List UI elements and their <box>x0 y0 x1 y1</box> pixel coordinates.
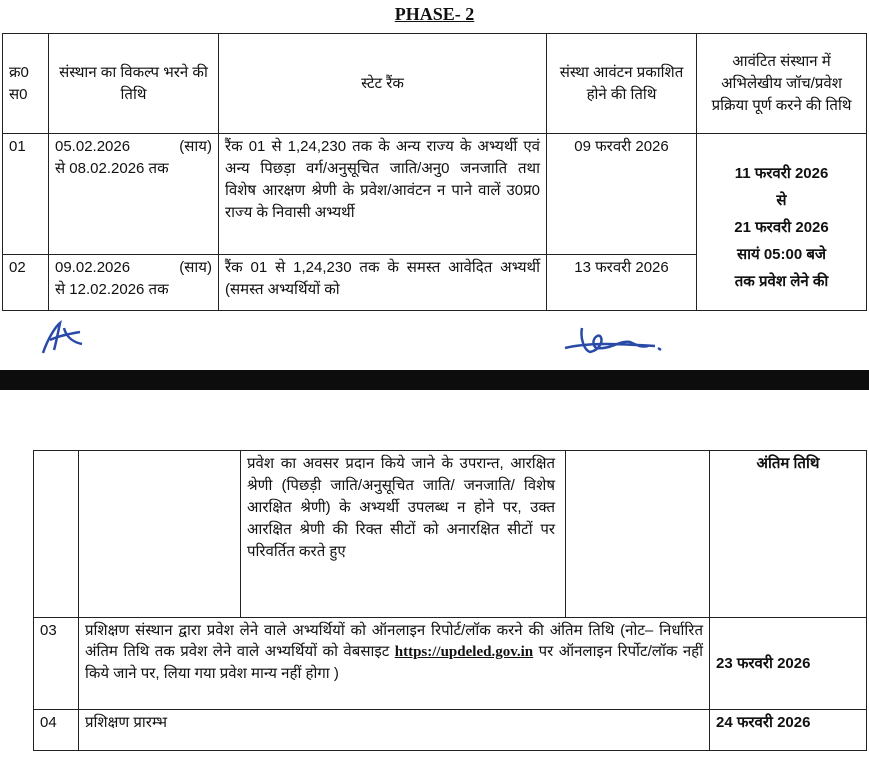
row-date: 24 फरवरी 2026 <box>710 710 867 751</box>
desc-before: प्रशिक्षण संस्थान द्वारा प्रवेश लेने वाले अभ्यर्थियों को ऑनलाइन रिपोर्ट/लॉक करने की अंतिम तिथि (नोट– निर्धारित अंतिम तिथि तक प्रवेश लेने वाले अभ्यर्थियों को वेबसाइट <box>85 622 703 660</box>
page-title: PHASE- 2 <box>394 4 475 24</box>
date-start: 05.02.2026 <box>55 138 131 155</box>
table-row <box>3 134 867 255</box>
row-state-rank: रैंक 01 से 1,24,230 तक के अन्य राज्य के अभ्यर्थी एवं अन्य पिछड़ा वर्ग/अनुसूचित जाति/अनु0 जनजाति तथा विशेष आरक्षण श्रेणी के प्रवेश/आवंटन न पाने वालें उ0प्र0 राज्य के निवासी अभ्यर्थी <box>219 134 547 255</box>
table-row <box>34 618 867 710</box>
row-serial-empty <box>34 451 79 618</box>
row-date: 23 फरवरी 2026 <box>710 618 867 710</box>
row-serial: 03 <box>34 618 79 710</box>
date-note: (साय) <box>179 259 212 276</box>
phase2-table-top <box>2 33 867 311</box>
phase2-table-bottom <box>33 450 867 751</box>
header-state-rank: स्टेट रैंक <box>219 34 547 134</box>
period-sep: से <box>776 192 787 209</box>
row-description: प्रशिक्षण प्रारम्भ <box>79 710 710 751</box>
date-end: से 08.02.2026 तक <box>55 160 169 177</box>
period-time: सायं 05:00 बजे <box>736 246 827 263</box>
desc-after: पर ऑनलाइन रिर्पोट/लॉक नहीं किये जाने पर, लिया गया प्रवेश मान्य नहीं होगा ) <box>85 643 703 682</box>
period-end: 21 फरवरी 2026 <box>734 219 829 236</box>
row-state-rank-cont: प्रवेश का अवसर प्रदान किये जाने के उपरान्त, आरक्षित श्रेणी (पिछड़ी जाति/अनुसूचित जाति/ जनजाति/ विशेष आरक्षित श्रेणी) के अभ्यर्थी उपलब्ध न होने पर, उक्त आरक्षित श्रेणी की रिक्त सीटों को अनारक्षित सीटों पर परिवर्तित करते हुए <box>241 451 566 618</box>
period-start: 11 फरवरी 2026 <box>734 165 829 182</box>
header-serial-line1: क्र0 <box>9 63 29 81</box>
date-start: 09.02.2026 <box>55 259 131 276</box>
row-serial: 02 <box>3 255 49 311</box>
row-serial: 01 <box>3 134 49 255</box>
row-serial: 04 <box>34 710 79 751</box>
period-note: तक प्रवेश लेने की <box>734 273 829 290</box>
row-state-rank: रैंक 01 से 1,24,230 तक के समस्त आवेदित अभ्यर्थी (समस्त अभ्यर्थियों को <box>219 255 547 311</box>
row-allotment-date: 09 फरवरी 2026 <box>547 134 697 255</box>
header-serial-line2: स0 <box>9 85 28 103</box>
header-verification-date: आवंटित संस्थान में अभिलेखीय जॉच/प्रवेश प्रक्रिया पूर्ण करने की तिथि <box>697 34 867 134</box>
verification-period <box>697 134 867 311</box>
table-row-continued <box>34 451 867 618</box>
row-choice-date <box>49 255 219 311</box>
date-note: (साय) <box>179 138 212 155</box>
page-separator <box>0 370 869 390</box>
signature-right <box>560 320 670 360</box>
row-choice-date-empty <box>79 451 241 618</box>
row-choice-date <box>49 134 219 255</box>
row-allotment-empty <box>566 451 710 618</box>
row-allotment-date: 13 फरवरी 2026 <box>547 255 697 311</box>
website-link[interactable]: https://updeled.gov.in <box>394 644 534 660</box>
row-description <box>79 618 710 710</box>
header-choice-date: संस्थान का विकल्प भरने की तिथि <box>49 34 219 134</box>
table-row <box>34 710 867 751</box>
header-allotment-date: संस्था आवंटन प्रकाशित होने की तिथि <box>547 34 697 134</box>
verification-period-cont: अंतिम तिथि <box>710 451 867 618</box>
header-serial <box>3 34 49 134</box>
table-header-row <box>3 34 867 134</box>
date-end: से 12.02.2026 तक <box>55 281 169 298</box>
signature-left <box>38 318 88 358</box>
